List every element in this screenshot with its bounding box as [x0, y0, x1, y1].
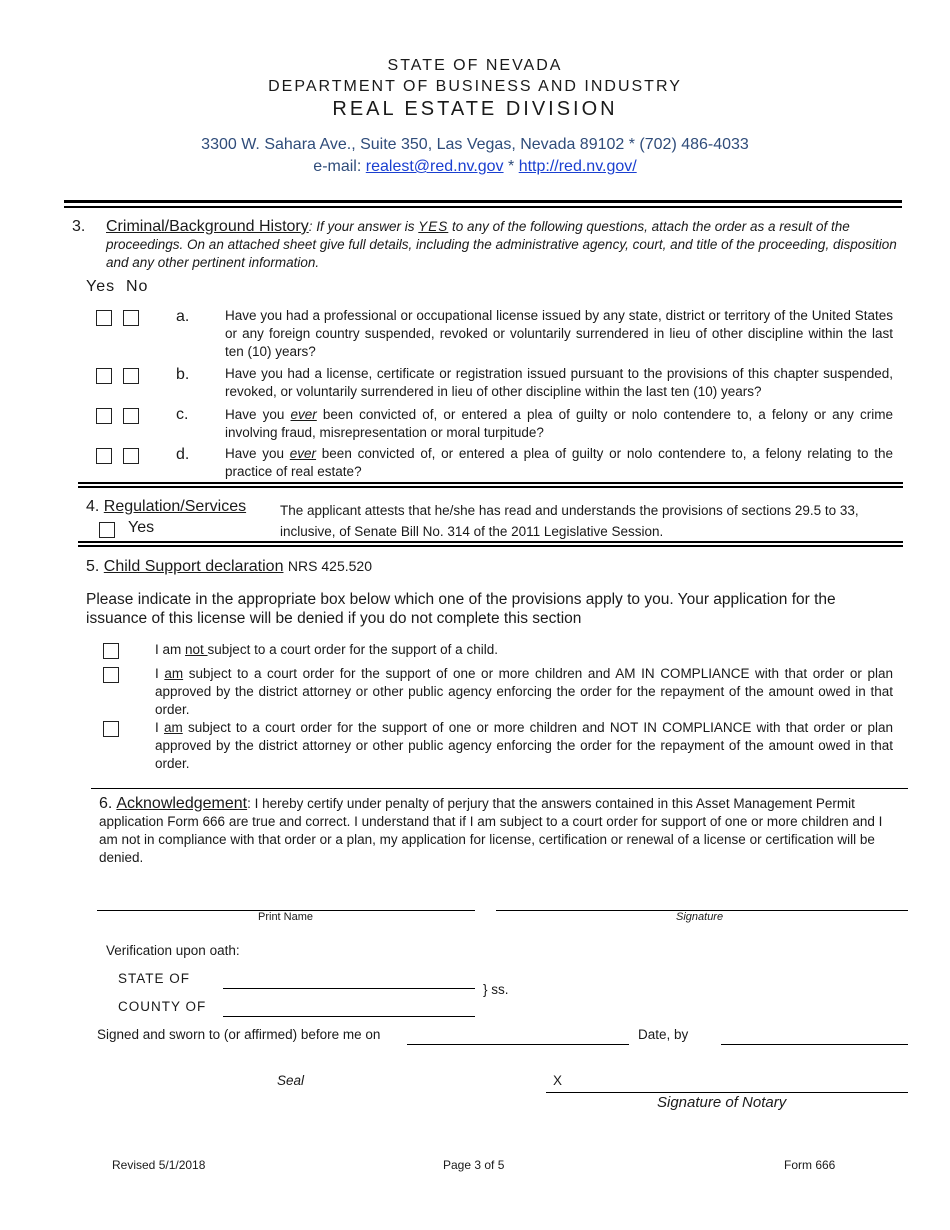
section3-number: 3.	[72, 218, 86, 235]
question-b-no-checkbox[interactable]	[123, 368, 139, 384]
footer-form: Form 666	[784, 1158, 836, 1172]
section4-yes-checkbox[interactable]	[99, 522, 115, 538]
header-division: REAL ESTATE DIVISION	[332, 98, 618, 120]
section4-rule-b	[78, 545, 903, 547]
website-link[interactable]: http://red.nv.gov/	[518, 158, 637, 175]
header-department: DEPARTMENT OF BUSINESS AND INDUSTRY	[268, 78, 682, 95]
sworn-date-line[interactable]	[407, 1044, 629, 1045]
child-support-option-2	[155, 665, 893, 719]
question-c-post: been convicted of, or entered a plea of guilty or nolo contendere to, a felony or any crime involving fraud, misrepresentation or moral turpitude?	[225, 407, 893, 440]
state-of-line[interactable]	[223, 988, 475, 989]
section6-number: 6.	[99, 795, 113, 812]
email-label: e-mail:	[313, 158, 362, 175]
section4-number: 4.	[86, 498, 100, 515]
question-d-no-checkbox[interactable]	[123, 448, 139, 464]
email-link[interactable]: realest@red.nv.gov	[365, 158, 504, 175]
option-1-post: subject to a court order for the support of a child.	[207, 642, 498, 657]
section4-title: Regulation/Services	[103, 498, 247, 515]
date-by-label: Date, by	[638, 1027, 689, 1042]
question-c-pre: Have you	[225, 407, 291, 422]
question-a-letter: a.	[176, 308, 190, 325]
question-b-yes-checkbox[interactable]	[96, 368, 112, 384]
question-a-yes-checkbox[interactable]	[96, 310, 112, 326]
option-1-underline: not	[185, 642, 208, 657]
header-state: STATE OF NEVADA	[387, 57, 563, 74]
seal-label: Seal	[277, 1073, 305, 1088]
option-3-pre: I	[155, 720, 164, 735]
option-2-underline: am	[164, 666, 184, 681]
county-of-label: COUNTY OF	[118, 999, 207, 1014]
question-d-text	[225, 445, 893, 481]
footer-revised: Revised 5/1/2018	[112, 1158, 206, 1172]
footer-page: Page 3 of 5	[443, 1158, 505, 1172]
verification-label: Verification upon oath:	[106, 943, 240, 958]
child-support-in-compliance-checkbox[interactable]	[103, 667, 119, 683]
section3-intro-post: to any of the following questions, attach the order as a result of the proceedings. On an attached sheet give full details, including the administrative agency, court, and title of the proceeding, disposition and any other pertinent information.	[106, 219, 897, 270]
question-d-pre: Have you	[225, 446, 290, 461]
section4-heading	[86, 498, 246, 516]
child-support-option-3	[155, 719, 893, 773]
child-support-option-1	[155, 641, 893, 659]
question-b-text: Have you had a license, certificate or registration issued pursuant to the provisions of this chapter suspended, revoked, or voluntarily surrendered in lieu of other discipline within the last ten (10) years?	[225, 366, 893, 399]
question-d-yes-checkbox[interactable]	[96, 448, 112, 464]
header-rule-top	[64, 200, 902, 203]
date-by-line[interactable]	[721, 1044, 908, 1045]
ss-label: } ss.	[483, 982, 509, 997]
question-d-emphasis: ever	[289, 446, 317, 461]
print-name-label: Print Name	[258, 911, 314, 923]
section6-acknowledgement	[99, 795, 899, 867]
section3-intro-pre: : If your answer is	[308, 219, 419, 234]
section4-yes-label: Yes	[128, 519, 155, 536]
section3-rule-a	[78, 482, 903, 484]
section5-intro: Please indicate in the appropriate box below which one of the provisions apply to you. Your application for the issuance of this license will be denied if you do not complete this section	[86, 591, 836, 627]
header-contact	[0, 158, 950, 176]
question-d-post: been convicted of, or entered a plea of guilty or nolo contendere to, a felony relating to the practice of real estate?	[225, 446, 893, 479]
section6-text: : I hereby certify under penalty of perjury that the answers contained in this Asset Management Permit application Form 666 are true and correct. I understand that if I am subject to a court order for support of one or more children and I am not in compliance with that order or a plan, my application for license, certification or renewal of a license or certification will be denied.	[99, 796, 883, 865]
section4-text: The applicant attests that he/she has read and understands the provisions of sections 29.5 to 33, inclusive, of Senate Bill No. 314 of the 2011 Legislative Session.	[280, 503, 859, 539]
header-rule-bottom	[64, 206, 902, 208]
option-3-underline: am	[163, 720, 183, 735]
child-support-not-in-compliance-checkbox[interactable]	[103, 721, 119, 737]
section6-title: Acknowledgement	[116, 795, 248, 812]
question-c-yes-checkbox[interactable]	[96, 408, 112, 424]
question-b-letter: b.	[176, 366, 190, 383]
option-2-pre: I	[155, 666, 165, 681]
question-c-text	[225, 406, 893, 442]
yes-no-header: Yes No	[86, 278, 149, 295]
section3-title: Criminal/Background History	[106, 218, 309, 235]
question-c-letter: c.	[176, 406, 189, 423]
question-c-emphasis: ever	[290, 407, 317, 422]
option-3-post: subject to a court order for the support of one or more children and NOT IN COMPLIANCE with that order or plan approved by the district attorney or other public agency enforcing the order for the repayment of the amount owed in that order.	[155, 720, 893, 771]
question-a-text: Have you had a professional or occupational license issued by any state, district or territory of the United States or any foreign country suspended, revoked or voluntarily surrendered in lieu of other discipline within the last ten (10) years?	[225, 308, 893, 359]
section3-intro-yes: YES	[418, 219, 449, 234]
section5-nrs: NRS 425.520	[287, 558, 372, 574]
question-d-letter: d.	[176, 446, 190, 463]
section5-title: Child Support declaration	[103, 558, 284, 575]
notary-signature-label: Signature of Notary	[657, 1094, 787, 1111]
header-address: 3300 W. Sahara Ave., Suite 350, Las Vegas, Nevada 89102 * (702) 486-4033	[201, 136, 749, 153]
signature-label: Signature	[676, 911, 724, 923]
section3-intro	[106, 218, 898, 272]
section5-number: 5.	[86, 558, 100, 575]
child-support-not-subject-checkbox[interactable]	[103, 643, 119, 659]
section4-rule-a	[78, 541, 903, 543]
section5-heading	[86, 558, 372, 576]
section5-rule	[91, 788, 908, 789]
question-c-no-checkbox[interactable]	[123, 408, 139, 424]
option-1-pre: I am	[155, 642, 186, 657]
contact-separator: *	[508, 158, 515, 175]
question-a-no-checkbox[interactable]	[123, 310, 139, 326]
option-2-post: subject to a court order for the support of one or more children and AM IN COMPLIANCE with that order or plan approved by the district attorney or other public agency enforcing the order for the repayment of the amount owed in that order.	[155, 666, 893, 717]
section3-rule-b	[78, 486, 903, 488]
state-of-label: STATE OF	[118, 971, 190, 986]
county-of-line[interactable]	[223, 1016, 475, 1017]
sworn-label: Signed and sworn to (or affirmed) before me on	[97, 1027, 381, 1042]
notary-signature-line[interactable]	[546, 1092, 908, 1093]
notary-x-mark: X	[553, 1073, 563, 1088]
